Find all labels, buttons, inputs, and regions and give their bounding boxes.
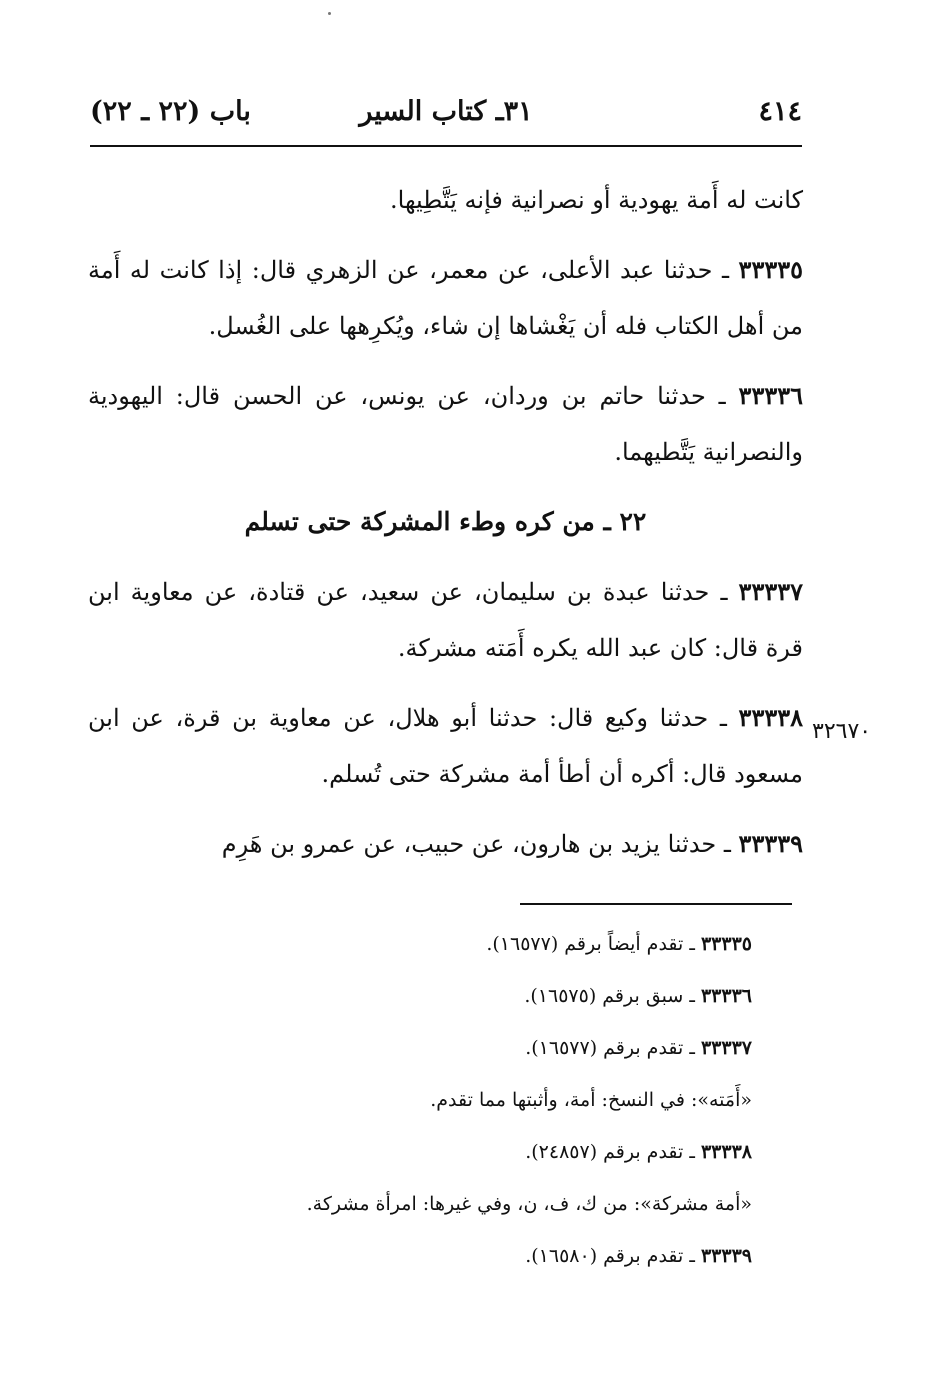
footnote-text: «أمة مشركة»: من ك، ف، ن، وفي غيرها: امرأة مشركة. bbox=[306, 1193, 752, 1215]
main-text bbox=[88, 172, 803, 886]
footnote-text: ـ تقدم برقم (١٦٥٧٧). bbox=[525, 1037, 701, 1059]
footnote-33339 bbox=[152, 1230, 752, 1282]
footnote-note-amatihi bbox=[152, 1074, 752, 1126]
footnotes bbox=[152, 918, 752, 1282]
hadith-number: ٣٣٣٣٩ bbox=[738, 829, 803, 858]
hadith-text: ـ حدثنا وكيع قال: حدثنا أبو هلال، عن معاوية بن قرة، عن ابن مسعود قال: أكره أن أطأ أمة مشركة حتى تُسلم. bbox=[88, 704, 803, 788]
footnote-note-mushrika bbox=[152, 1178, 752, 1230]
footnote-number: ٣٣٣٣٩ bbox=[700, 1245, 752, 1267]
book-title: ٣١ـ كتاب السير bbox=[359, 96, 533, 127]
footnote-33338 bbox=[152, 1126, 752, 1178]
footnote-text: ـ سبق برقم (١٦٥٧٥). bbox=[524, 985, 701, 1007]
page-number: ٤١٤ bbox=[758, 96, 802, 127]
hadith-33339 bbox=[88, 816, 803, 872]
hadith-number: ٣٣٣٣٨ bbox=[738, 703, 803, 732]
header-rule bbox=[90, 145, 802, 147]
hadith-number: ٣٣٣٣٦ bbox=[738, 381, 803, 410]
footnote-number: ٣٣٣٣٥ bbox=[700, 933, 752, 955]
paragraph-text: كانت له أَمة يهودية أو نصرانية فإنه يَتَّطِيها. bbox=[390, 186, 803, 214]
footnote-rule bbox=[520, 903, 792, 905]
footnote-text: ـ تقدم أيضاً برقم (١٦٥٧٧). bbox=[486, 933, 701, 955]
footnote-number: ٣٣٣٣٧ bbox=[700, 1037, 752, 1059]
footnote-text: «أَمَته»: في النسخ: أمة، وأثبتها مما تقدم. bbox=[430, 1089, 752, 1111]
paragraph-continuation bbox=[88, 172, 803, 228]
section-heading: ٢٢ ـ من كره وطء المشركة حتى تسلم bbox=[244, 507, 647, 536]
hadith-33338 bbox=[88, 690, 803, 802]
hadith-33337 bbox=[88, 564, 803, 676]
hadith-33336 bbox=[88, 368, 803, 480]
hadith-text: ـ حدثنا عبد الأعلى، عن معمر، عن الزهري قال: إذا كانت له أَمة من أهل الكتاب فله أن يَغْشاها إن شاء، ويُكرِهها على الغُسل. bbox=[88, 256, 803, 340]
hadith-text: ـ حدثنا حاتم بن وردان، عن يونس، عن الحسن قال: اليهودية والنصرانية يَتَّطيهما. bbox=[88, 382, 803, 466]
margin-reference-number: ٣٢٦٧٠ bbox=[812, 719, 872, 744]
footnote-33336 bbox=[152, 970, 752, 1022]
hadith-number: ٣٣٣٣٥ bbox=[738, 255, 803, 284]
scan-speck bbox=[328, 12, 331, 15]
running-header bbox=[90, 92, 802, 142]
footnote-number: ٣٣٣٣٦ bbox=[700, 985, 752, 1007]
footnote-number: ٣٣٣٣٨ bbox=[700, 1141, 752, 1163]
hadith-text: ـ حدثنا عبدة بن سليمان، عن سعيد، عن قتادة، عن معاوية ابن قرة قال: كان عبد الله يكره أَمَته مشركة. bbox=[88, 578, 803, 662]
chapter-range: باب (٢٢ ـ ٢٢) bbox=[90, 96, 251, 127]
footnote-text: ـ تقدم برقم (١٦٥٨٠). bbox=[525, 1245, 701, 1267]
hadith-number: ٣٣٣٣٧ bbox=[738, 577, 803, 606]
hadith-text: ـ حدثنا يزيد بن هارون، عن حبيب، عن عمرو بن هَرِم bbox=[221, 830, 739, 858]
footnote-33335 bbox=[152, 918, 752, 970]
hadith-33335 bbox=[88, 242, 803, 354]
footnote-text: ـ تقدم برقم (٢٤٨٥٧). bbox=[525, 1141, 701, 1163]
footnote-33337 bbox=[152, 1022, 752, 1074]
